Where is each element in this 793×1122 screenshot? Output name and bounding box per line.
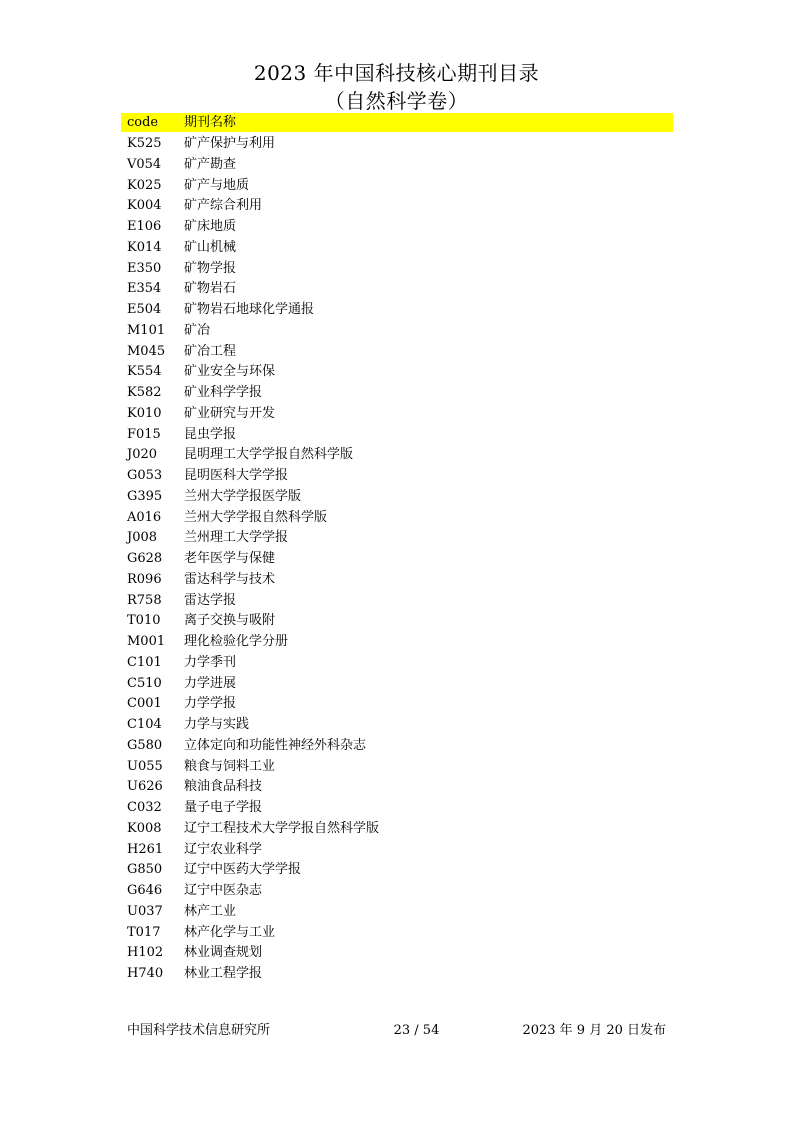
document-subtitle: （自然科学卷） xyxy=(324,89,469,113)
journal-code: K010 xyxy=(127,405,162,421)
table-row xyxy=(121,341,673,362)
table-row xyxy=(121,361,673,382)
table-row xyxy=(121,320,673,341)
journal-name: 矿业安全与环保 xyxy=(184,364,276,380)
journal-name: 理化检验化学分册 xyxy=(184,634,289,649)
header-code: code xyxy=(127,115,159,130)
journal-code: K025 xyxy=(127,177,162,193)
table-row xyxy=(121,465,673,486)
table-row xyxy=(121,299,673,320)
journal-name: 兰州理工大学学报 xyxy=(184,530,289,546)
table-row xyxy=(121,403,673,424)
table-row xyxy=(121,797,673,818)
journal-code: M045 xyxy=(127,343,166,359)
journal-name: 兰州大学学报医学版 xyxy=(184,488,302,504)
table-row xyxy=(121,590,673,611)
journal-name: 矿山机械 xyxy=(184,239,237,255)
table-row xyxy=(121,527,673,548)
table-row xyxy=(121,673,673,694)
journal-code: G053 xyxy=(127,468,163,483)
journal-name: 老年医学与保健 xyxy=(184,551,276,566)
journal-code: K014 xyxy=(127,239,162,255)
journal-name: 立体定向和功能性神经外科杂志 xyxy=(184,737,367,753)
journal-name: 昆明理工大学学报自然科学版 xyxy=(184,447,354,463)
journal-code: F015 xyxy=(127,426,161,442)
table-row xyxy=(121,382,673,403)
table-row xyxy=(121,195,673,216)
table-row xyxy=(121,175,673,196)
table-row xyxy=(121,942,673,963)
journal-name: 辽宁农业科学 xyxy=(184,841,263,857)
table-row xyxy=(121,901,673,922)
table-row xyxy=(121,569,673,590)
journal-name: 力学季刊 xyxy=(184,654,237,670)
footer-publish-date: 2023 年 9 月 20 日发布 xyxy=(522,1023,666,1038)
journal-name: 矿冶 xyxy=(184,322,211,338)
table-row xyxy=(121,278,673,299)
journal-name: 矿物岩石地球化学通报 xyxy=(184,302,315,317)
journal-name: 雷达科学与技术 xyxy=(184,571,276,587)
journal-code: J008 xyxy=(127,530,158,546)
table-row xyxy=(121,610,673,631)
table-row xyxy=(121,154,673,175)
journal-code: T017 xyxy=(127,924,161,940)
table-row xyxy=(121,839,673,860)
journal-code: R758 xyxy=(127,592,162,608)
journal-code: A016 xyxy=(127,509,162,525)
table-row xyxy=(121,507,673,528)
journal-code: J020 xyxy=(127,447,158,463)
table-row xyxy=(121,818,673,839)
table-row xyxy=(121,963,673,984)
footer-page-indicator: 23 / 54 xyxy=(393,1023,440,1038)
table-row xyxy=(121,693,673,714)
journal-code: K004 xyxy=(127,198,162,214)
journal-name: 矿冶工程 xyxy=(184,343,237,359)
journal-name: 矿产勘查 xyxy=(184,156,237,172)
journal-name: 矿产综合利用 xyxy=(184,198,263,214)
journal-code: E504 xyxy=(127,302,162,317)
journal-name: 矿业研究与开发 xyxy=(184,405,276,421)
journal-code: K554 xyxy=(127,364,162,380)
journal-code: H261 xyxy=(127,841,164,857)
journal-code: H102 xyxy=(127,945,164,961)
journal-code: C104 xyxy=(127,717,162,732)
table-row xyxy=(121,714,673,735)
journal-code: K525 xyxy=(127,136,162,151)
table-row xyxy=(121,776,673,797)
journal-code: C510 xyxy=(127,675,162,691)
journal-code: C101 xyxy=(127,654,162,670)
journal-name: 力学与实践 xyxy=(184,717,250,732)
journal-code: T010 xyxy=(127,613,161,629)
journal-name: 林业调查规划 xyxy=(184,945,263,961)
journal-name: 辽宁工程技术大学学报自然科学版 xyxy=(184,820,380,836)
journal-name: 矿业科学学报 xyxy=(184,385,263,400)
journal-name: 离子交换与吸附 xyxy=(184,613,276,629)
journal-code: G628 xyxy=(127,551,163,566)
journal-name: 力学进展 xyxy=(184,675,237,691)
header-name: 期刊名称 xyxy=(184,115,237,130)
journal-code: M101 xyxy=(127,322,166,338)
table-header xyxy=(121,113,673,132)
journal-code: E350 xyxy=(127,260,162,276)
table-row xyxy=(121,216,673,237)
journal-code: M001 xyxy=(127,634,166,649)
journal-code: V054 xyxy=(127,156,162,172)
journal-name: 辽宁中医杂志 xyxy=(184,883,263,898)
journal-code: C001 xyxy=(127,696,162,712)
journal-code: U037 xyxy=(127,903,163,919)
journal-code: C032 xyxy=(127,800,162,815)
table-row xyxy=(121,486,673,507)
journal-name: 量子电子学报 xyxy=(184,800,263,815)
journal-name: 矿物学报 xyxy=(184,260,237,276)
journal-name: 辽宁中医药大学学报 xyxy=(184,862,302,878)
journal-name: 矿床地质 xyxy=(184,219,237,234)
table-row xyxy=(121,133,673,154)
table-row xyxy=(121,756,673,777)
journal-name: 林业工程学报 xyxy=(184,966,263,981)
journal-code: E354 xyxy=(127,281,162,297)
journal-name: 林产工业 xyxy=(184,903,237,919)
journal-name: 粮食与饲料工业 xyxy=(184,758,276,774)
journal-code: K582 xyxy=(127,385,162,400)
journal-code: G850 xyxy=(127,862,163,878)
journal-code: E106 xyxy=(127,219,162,234)
journal-code: K008 xyxy=(127,820,162,836)
journal-name: 林产化学与工业 xyxy=(184,924,276,940)
journal-name: 矿产与地质 xyxy=(184,177,250,193)
table-row xyxy=(121,631,673,652)
journal-name: 矿物岩石 xyxy=(184,281,237,297)
journal-name: 矿产保护与利用 xyxy=(184,136,276,151)
journal-code: G580 xyxy=(127,737,163,753)
journal-name: 昆明医科大学学报 xyxy=(184,468,289,483)
table-row xyxy=(121,548,673,569)
table-row xyxy=(121,444,673,465)
journal-code: R096 xyxy=(127,571,162,587)
journal-name: 粮油食品科技 xyxy=(184,779,263,795)
table-row xyxy=(121,922,673,943)
journal-name: 力学学报 xyxy=(184,696,237,712)
journal-code: G395 xyxy=(127,488,163,504)
table-row xyxy=(121,424,673,445)
table-row xyxy=(121,652,673,673)
table-row xyxy=(121,735,673,756)
journal-name: 兰州大学学报自然科学版 xyxy=(184,509,328,525)
table-row xyxy=(121,258,673,279)
journal-code: G646 xyxy=(127,883,163,898)
journal-code: U055 xyxy=(127,758,163,774)
table-row xyxy=(121,237,673,258)
journal-code: U626 xyxy=(127,779,163,795)
table-row xyxy=(121,880,673,901)
footer-organization: 中国科学技术信息研究所 xyxy=(127,1023,271,1038)
table-row xyxy=(121,859,673,880)
journal-name: 昆虫学报 xyxy=(184,426,237,442)
journal-code: H740 xyxy=(127,966,164,981)
document-title: 2023 年中国科技核心期刊目录 xyxy=(253,61,540,85)
journal-name: 雷达学报 xyxy=(184,592,237,608)
